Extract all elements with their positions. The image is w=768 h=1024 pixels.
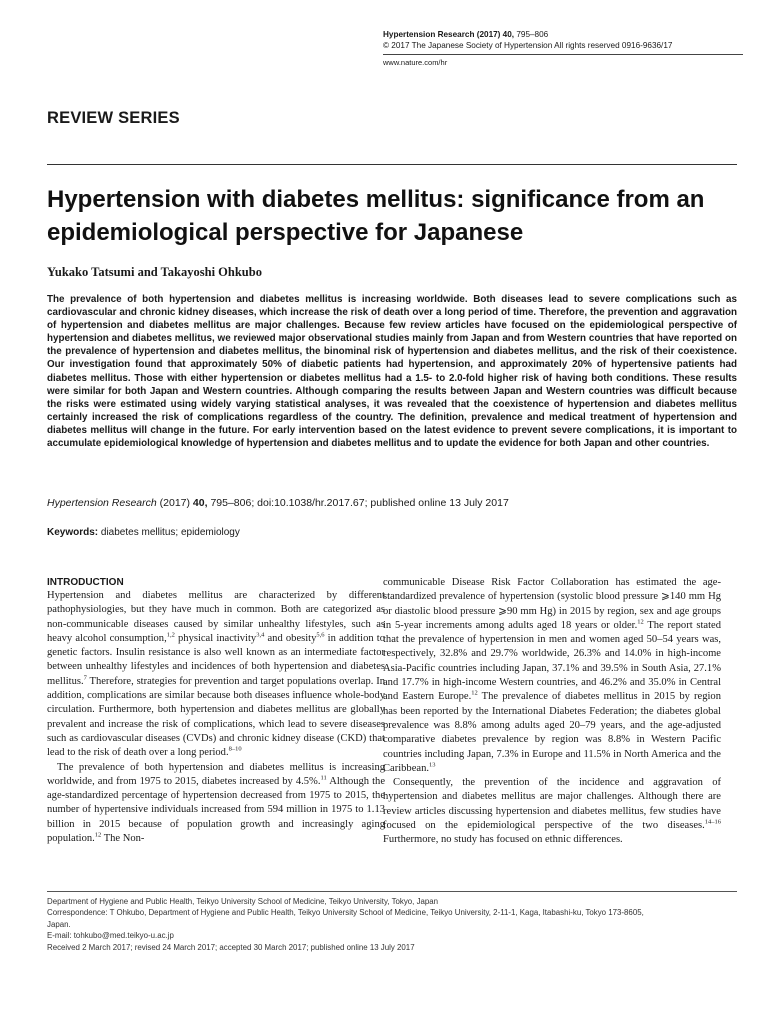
correspondence-cont: Japan. bbox=[47, 919, 71, 929]
reference-link[interactable]: 3,4 bbox=[256, 631, 265, 639]
journal-url-link[interactable]: www.nature.com/hr bbox=[383, 58, 448, 67]
series-label: REVIEW SERIES bbox=[47, 109, 180, 127]
keywords bbox=[47, 527, 240, 538]
abstract: The prevalence of both hypertension and diabetes mellitus is increasing worldwide. Both diseases lead to severe complications such as cardiovascular and chronic kidney diseases, which increase the risk of death over a long period of time. Therefore, the prevention and aggravation of hypertension and diabetes mellitus are major challenges. Because few review articles have focused on the epidemiological perspective of hypertension and diabetes mellitus, we reviewed major observational studies mainly from Japan and from Western countries that have reported on the prevalence of hypertension and diabetes mellitus, the binominal risk of hypertension and diabetes mellitus, and the risk of their coexistence. Our investigation found that approximately 50% of diabetic patients had hypertension, and approximately 20% of hypertensive patients had diabetes mellitus. Those with either hypertension or diabetes mellitus had a 1.5- to 2.0-fold higher risk of having both conditions. These results were similar for both Japan and Western countries. Although comparing the results between Japan and Western countries was difficult because the risks were estimated using widely varying statistical analyses, it was revealed that the coexistence of hypertension and diabetes mellitus certainly increased the risk of complications regardless of the country. The definition, prevalence and medical treatment of hypertension and diabetes mellitus will change in the future. For early intervention based on the latest evidence to prevent severe complications, it is important to accumulate epidemiological knowledge of hypertension and diabetes mellitus and to update the evidence for both Japan and other countries. bbox=[47, 294, 737, 450]
keywords-text: diabetes mellitus; epidemiology bbox=[98, 527, 240, 538]
title-divider bbox=[47, 164, 737, 165]
reference-link[interactable]: 5,6 bbox=[316, 631, 325, 639]
reference-link[interactable]: 14–16 bbox=[704, 818, 721, 826]
article-title: Hypertension with diabetes mellitus: significance from an epidemiological perspective for Japanese bbox=[47, 186, 705, 246]
citation-volume: 40, bbox=[192, 497, 208, 509]
citation-year: (2017) bbox=[156, 497, 193, 509]
body-paragraph: communicable Disease Risk Factor Collaboration has estimated the age-standardized prevalence of hypertension (systolic blood pressure ⩾140 mm Hg or diastolic blood pressure ⩾90 mm Hg) in 2015 by region, sex and age groups in 5-year increments among adults aged 18 years or older.$^{12}$ The report stated that the prevalence of hypertension in men and women aged 50–54 years was, respectively, 32.8% and 29.7% worldwide, 26.3% and 14.0% in high-income Asia-Pacific countries including Japan, 37.1% and 39.5% in South Asia, 27.1% and 17.7% in high-income Western countries, and 46.2% and 35.0% in Central and Eastern Europe.$^{12}$ The prevalence of diabetes mellitus in 2015 by region has been reported by the International Diabetes Federation; the diabetes global prevalence was 8.8% among adults aged 20–79 years, and the age-adjusted comparative diabetes prevalence by region was 8.8% in Western Pacific countries including Japan, 7.3% in Europe and 11.5% in North America and the Caribbean.$^{13}$ bbox=[383, 577, 721, 774]
reference-link[interactable]: 12 bbox=[637, 618, 644, 626]
journal-name: Hypertension Research (2017) 40, bbox=[383, 30, 515, 39]
header-divider bbox=[383, 54, 743, 55]
reference-link[interactable]: 13 bbox=[428, 761, 436, 769]
reference-link[interactable]: 8–10 bbox=[228, 745, 242, 753]
citation-journal: Hypertension Research bbox=[47, 497, 157, 509]
keywords-label: Keywords: bbox=[47, 527, 99, 538]
body-column-right bbox=[383, 576, 721, 848]
email-link[interactable]: E-mail: tohkubo@med.teikyo-u.ac.jp bbox=[47, 931, 174, 941]
footnote-divider bbox=[47, 891, 737, 892]
citation-doi[interactable]: 795–806; doi:10.1038/hr.2017.67; published online 13 July 2017 bbox=[207, 497, 509, 509]
author-list: Yukako Tatsumi and Takayoshi Ohkubo bbox=[47, 265, 262, 279]
journal-pages: 795–806 bbox=[514, 30, 549, 39]
reference-link[interactable]: 1,2 bbox=[166, 631, 175, 639]
journal-header bbox=[383, 29, 743, 51]
correspondence: Correspondence: T Ohkubo, Department of Hygiene and Public Health, Teikyo University School of Medicine, Teikyo University, 2-11-1, Kaga, Itabashi-ku, Tokyo 173-8605, bbox=[47, 908, 644, 918]
affiliation: Department of Hygiene and Public Health, Teikyo University School of Medicine, Teikyo University, Tokyo, Japan bbox=[47, 897, 439, 906]
journal-citation-line bbox=[383, 29, 743, 40]
body-paragraph: Hypertension and diabetes mellitus are characterized by different pathophysiologies, but they have much in common. Both are categorized as non-communicable diseases caused by similar unhealthy lifestyles, such as heavy alcohol consumption,$^{1,2}$ physical inactivity$^{3,4}$ and obesity$^{5,6}$ in addition to genetic factors. Insulin resistance is also well known as an intermediate factor between unhealthy lifestyles and incidences of both hypertension and diabetes mellitus.$^7$ Therefore, strategies for prevention and target populations overlap. In addition, complications are similar because both diseases influence whole-body circulation. Furthermore, both hypertension and diabetes mellitus are globally prevalent and increase the risk of complications, which lead to severe diseases such as cardiovascular diseases (CVDs) and chronic kidney disease (CKD) that lead to the risk of death over a long period.$^{8-10}$ bbox=[47, 590, 386, 759]
reference-link[interactable]: 7 bbox=[83, 674, 87, 682]
body-paragraph: Consequently, the prevention of the incidence and aggravation of hypertension and diabetes mellitus are major challenges. Although there are review articles discussing hypertension and diabetes mellitus, few studies have focused on the epidemiological perspective of the two diseases.$^{14-16}$ Furthermore, no study has focused on ethnic differences. bbox=[383, 777, 721, 846]
received-dates: Received 2 March 2017; revised 24 March 2017; accepted 30 March 2017; published online 13 July 2017 bbox=[47, 942, 415, 952]
reference-link[interactable]: 12 bbox=[94, 831, 102, 839]
section-heading-introduction: INTRODUCTION bbox=[47, 577, 124, 588]
copyright-line: © 2017 The Japanese Society of Hypertension All rights reserved 0916-9636/17 bbox=[383, 41, 673, 50]
footnotes bbox=[47, 896, 737, 953]
reference-link[interactable]: 12 bbox=[471, 689, 478, 697]
article-citation bbox=[47, 497, 737, 510]
reference-link[interactable]: 11 bbox=[320, 774, 327, 782]
body-column-left bbox=[47, 576, 385, 846]
body-paragraph: The prevalence of both hypertension and diabetes mellitus is increasing worldwide, and from 1975 to 2015, diabetes increased by 4.5%.$^{11}$ Although the age-standardized percentage of hypertension decreased from 1975 to 2015, the number of hypertensive individuals increased from 594 million in 1975 to 1.13 billion in 2015 because of population growth and increasingly aging population.$^{12}$ The Non- bbox=[47, 761, 385, 845]
